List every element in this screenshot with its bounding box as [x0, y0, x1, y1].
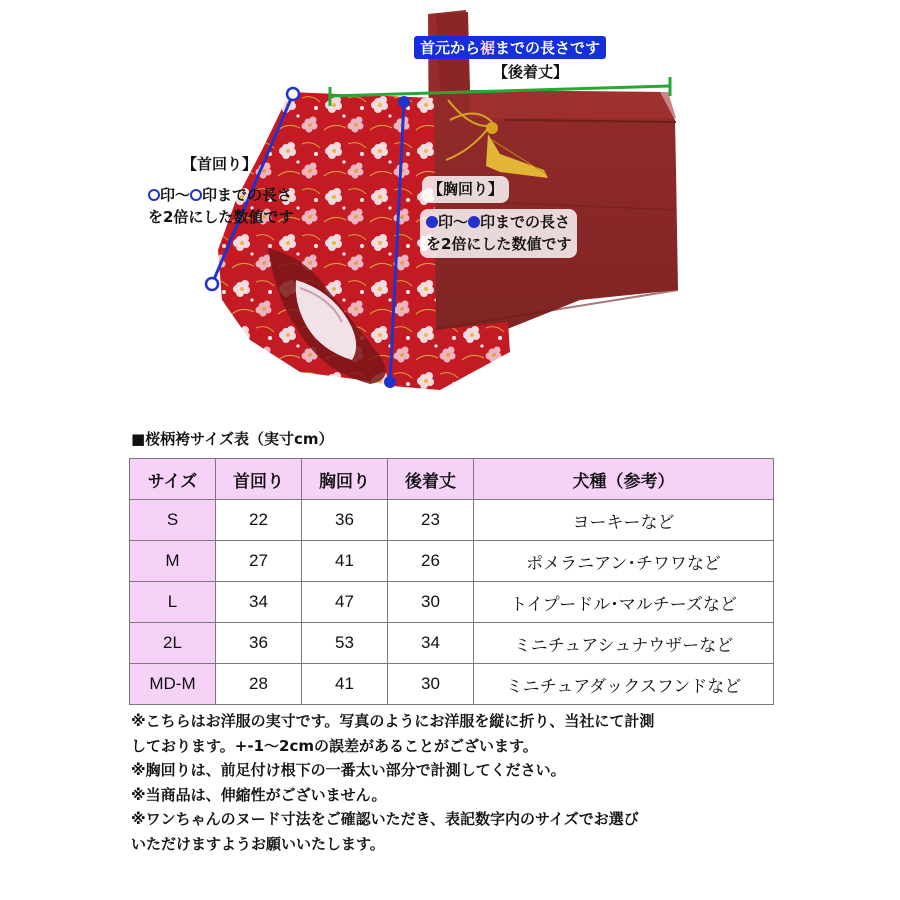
breed-cell: トイプードル･マルチーズなど: [474, 582, 774, 623]
size-table: [129, 458, 774, 705]
open-circle-icon: [148, 189, 160, 201]
filled-circle-icon: [426, 216, 438, 228]
table-row: [130, 541, 774, 582]
size-table-title: ■桜柄袴サイズ表（実寸cm）: [131, 430, 334, 448]
neck-open-circle-top: [287, 88, 299, 100]
neck-cell: 36: [216, 623, 302, 664]
note-line: ※当商品は、伸縮性がございません。: [131, 785, 387, 804]
table-row: [130, 582, 774, 623]
breed-cell: ヨーキーなど: [474, 500, 774, 541]
header-back-length: 後着丈: [388, 459, 474, 500]
breed-cell: ミニチュアダックスフンドなど: [474, 664, 774, 705]
header-size: サイズ: [130, 459, 216, 500]
note-line: しております。+-1～2cmの誤差があることがございます。: [131, 736, 538, 755]
table-row: [130, 664, 774, 705]
note-line: ※ワンちゃんのヌード寸法をご確認いただき、表記数字内のサイズでお選び: [131, 810, 639, 829]
notes: [131, 709, 791, 857]
neck-cell: 34: [216, 582, 302, 623]
chest-filled-circle-bottom: [384, 376, 396, 388]
filled-circle-icon: [468, 216, 480, 228]
table-row: [130, 500, 774, 541]
neck-annotation-title: 【首回り】: [182, 155, 258, 173]
back-length-caption: 首元から裾までの長さです: [414, 36, 606, 59]
chest-annotation-line2: を2倍にした数値です: [426, 235, 572, 253]
hakama-body: [428, 10, 678, 340]
chest-cell: 36: [302, 500, 388, 541]
chest-cell: 53: [302, 623, 388, 664]
hem-highlight: 裾: [480, 39, 496, 57]
back-length-label: 【後着丈】: [490, 61, 571, 82]
breed-cell: ポメラニアン･チワワなど: [474, 541, 774, 582]
back-length-cell: 23: [388, 500, 474, 541]
chest-annotation-title: 【胸回り】: [422, 176, 509, 203]
back-length-cell: 26: [388, 541, 474, 582]
chest-filled-circle-top: [398, 96, 410, 108]
chest-annotation-line1: 印～ 印までの長さ: [426, 211, 571, 234]
note-line: いただけますようお願いいたします。: [131, 834, 385, 853]
size-cell: M: [130, 541, 216, 582]
back-length-cell: 30: [388, 664, 474, 705]
chest-cell: 41: [302, 541, 388, 582]
table-row: [130, 623, 774, 664]
neck-cell: 22: [216, 500, 302, 541]
size-cell: 2L: [130, 623, 216, 664]
header-breed: 犬種（参考）: [474, 459, 774, 500]
chest-annotation: [420, 176, 577, 258]
neck-annotation-line2: を2倍にした数値です: [148, 208, 294, 226]
header-neck: 首回り: [216, 459, 302, 500]
neck-cell: 28: [216, 664, 302, 705]
note-line: ※こちらはお洋服の実寸です。写真のようにお洋服を縦に折り、当社にて計測: [131, 712, 655, 730]
open-circle-icon: [190, 189, 202, 201]
chest-cell: 47: [302, 582, 388, 623]
neck-open-circle-bottom: [206, 278, 218, 290]
neck-annotation: [148, 153, 293, 229]
neck-annotation-line1: 印～ 印までの長さ: [148, 184, 293, 207]
neck-cell: 27: [216, 541, 302, 582]
size-cell: S: [130, 500, 216, 541]
table-header-row: [130, 459, 774, 500]
back-length-cell: 30: [388, 582, 474, 623]
size-cell: L: [130, 582, 216, 623]
back-length-cell: 34: [388, 623, 474, 664]
size-cell: MD-M: [130, 664, 216, 705]
breed-cell: ミニチュアシュナウザーなど: [474, 623, 774, 664]
note-line: ※胸回りは、前足付け根下の一番太い部分で計測してください。: [131, 761, 566, 780]
header-chest: 胸回り: [302, 459, 388, 500]
chest-cell: 41: [302, 664, 388, 705]
